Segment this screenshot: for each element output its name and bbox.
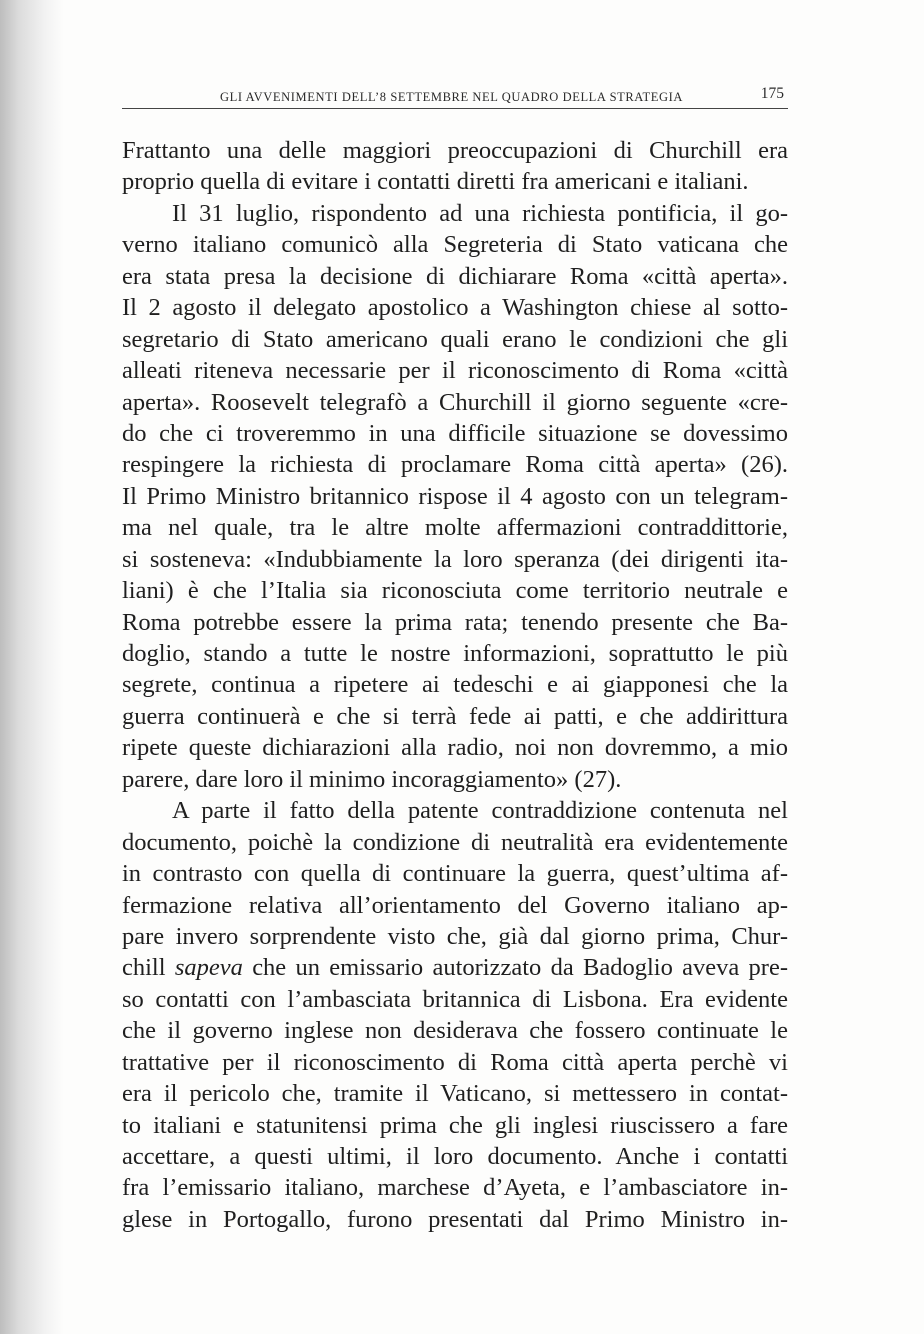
text-line: respingere la richiesta di proclamare Roma città aperta» (26). bbox=[122, 451, 788, 479]
running-title: GLI AVVENIMENTI DELL’8 SETTEMBRE NEL QUADRO DELLA STRATEGIA bbox=[220, 90, 684, 104]
text-line: guerra continuerà e che si terrà fede ai patti, e che addirittura bbox=[122, 702, 788, 730]
text-line: era stata presa la decisione di dichiarare Roma «città aperta». bbox=[122, 262, 788, 290]
text-line: A parte il fatto della patente contraddizione contenuta nel bbox=[172, 797, 788, 825]
text-line: trattative per il riconoscimento di Roma città aperta perchè vi bbox=[122, 1048, 788, 1076]
text-line: aperta». Roosevelt telegrafò a Churchill il giorno seguente «cre- bbox=[122, 388, 788, 416]
italic-word: sapeva bbox=[174, 954, 243, 982]
text-line: proprio quella di evitare i contatti diretti fra americani e italiani. bbox=[122, 168, 749, 196]
text-line: pare invero sorprendente visto che, già dal giorno prima, Chur- bbox=[122, 922, 788, 950]
text-fragment: chill bbox=[122, 954, 166, 982]
text-line bbox=[122, 952, 788, 983]
text-line: che il governo inglese non desiderava che fossero continuate le bbox=[122, 1017, 788, 1045]
text-line: so contatti con l’ambasciata britannica di Lisbona. Era evidente bbox=[122, 985, 788, 1013]
text-line: segrete, continua a ripetere ai tedeschi e ai giapponesi che la bbox=[122, 671, 788, 699]
text-line: si sosteneva: «Indubbiamente la loro speranza (dei dirigenti ita- bbox=[122, 545, 788, 573]
text-line: to italiani e statunitensi prima che gli inglesi riuscissero a fare bbox=[122, 1111, 788, 1139]
text-line: alleati riteneva necessarie per il riconoscimento di Roma «città bbox=[122, 357, 788, 385]
text-line: verno italiano comunicò alla Segreteria di Stato vaticana che bbox=[122, 231, 788, 259]
text-line: segretario di Stato americano quali erano le condizioni che gli bbox=[122, 325, 788, 353]
text-line: Il Primo Ministro britannico rispose il 4 agosto con un telegram- bbox=[122, 482, 788, 510]
text-line: doglio, stando a tutte le nostre informazioni, soprattutto le più bbox=[122, 640, 788, 667]
text-line: fra l’emissario italiano, marchese d’Ayeta, e l’ambasciatore in- bbox=[122, 1174, 788, 1202]
text-line: parere, dare loro il minimo incoraggiamento» (27). bbox=[122, 765, 622, 793]
text-line: in contrasto con quella di continuare la guerra, quest’ultima af- bbox=[122, 860, 788, 888]
text-line: Frattanto una delle maggiori preoccupazioni di Churchill era bbox=[122, 137, 788, 164]
body-text bbox=[122, 135, 788, 1235]
text-line: glese in Portogallo, furono presentati dal Primo Ministro in- bbox=[122, 1205, 788, 1233]
text-line: accettare, a questi ultimi, il loro documento. Anche i contatti bbox=[122, 1143, 788, 1170]
text-line: fermazione relativa all’orientamento del Governo italiano ap- bbox=[122, 891, 788, 919]
text-line: ma nel quale, tra le altre molte affermazioni contraddittorie, bbox=[122, 514, 788, 542]
text-line: liani) è che l’Italia sia riconosciuta come territorio neutrale e bbox=[122, 577, 788, 605]
text-line: Il 31 luglio, rispondento ad una richiesta pontificia, il go- bbox=[172, 199, 788, 227]
text-fragment: che un emissario autorizzato da Badoglio aveva pre- bbox=[252, 954, 788, 982]
text-line: do che ci troveremmo in una difficile situazione se dovessimo bbox=[122, 419, 788, 447]
running-header bbox=[122, 84, 788, 109]
text-line: documento, poichè la condizione di neutralità era evidentemente bbox=[122, 828, 788, 856]
text-line: Il 2 agosto il delegato apostolico a Washington chiese al sotto- bbox=[122, 294, 788, 322]
text-line: era il pericolo che, tramite il Vaticano, si mettessero in contat- bbox=[122, 1080, 788, 1108]
text-line: Roma potrebbe essere la prima rata; tenendo presente che Ba- bbox=[122, 608, 788, 636]
page-number: 175 bbox=[760, 85, 784, 102]
text-line: ripete queste dichiarazioni alla radio, noi non dovremmo, a mio bbox=[122, 734, 788, 762]
page-edge-shadow bbox=[0, 0, 64, 1334]
